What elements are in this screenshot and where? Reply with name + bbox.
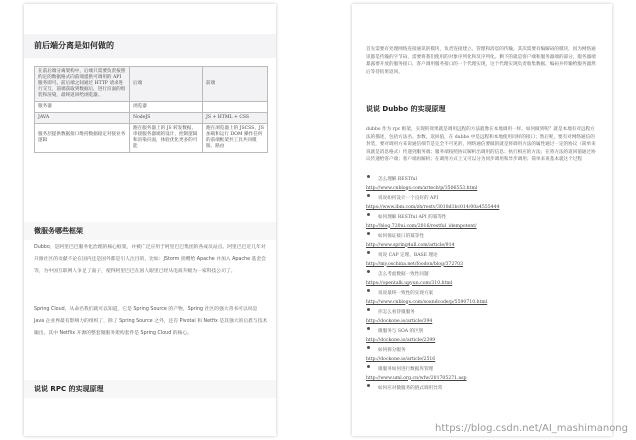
paragraph-dubbo: Dubbo，是阿里巴巴服务化治理的核心框架，并被广泛应用于阿里巴巴集团的各成员站点。阿里巴巴近几年对开源社区的贡献不论在国内还是国外都是引人注目的，比如：JStorm 捐赠给 Apache 并加入 Apache 基金会等，为中国互联网人争足了面子，使得阿里巴巴在国人眼里已经从电商升级为一家科技公司了。: [34, 245, 266, 274]
list-item: [366, 375, 602, 384]
table-row: [35, 67, 268, 102]
bullet-icon: [366, 212, 372, 218]
list-item-link[interactable]: http://www.uml.org.cn/wfw/201705271.asp: [366, 375, 467, 381]
comparison-table: [34, 66, 268, 153]
list-item: [366, 364, 602, 375]
list-item-link[interactable]: http://www.cnblogs.com/artech/p/3506553.html: [366, 185, 478, 191]
table-cell: [203, 102, 268, 113]
list-item-link[interactable]: http://dockone.io/article/2516: [366, 356, 436, 362]
list-item-title: 说说最终一致性的实现方案: [378, 291, 434, 296]
list-item: [366, 383, 602, 394]
watermark: https://blog.csdn.net/AI_mashimanong: [435, 423, 628, 434]
list-item-title: 如何拆分服务: [378, 348, 406, 353]
table-row: [35, 124, 268, 153]
right-page: [352, 4, 612, 436]
list-item: [366, 223, 602, 232]
list-item-title: 说说如何设计一个良好的 API: [378, 196, 439, 201]
table-cell: 服务器: [35, 102, 130, 113]
list-item: [366, 356, 602, 365]
table-cell: 跑在服务器上的 JS 转发数据，串接服务器端的设计，控制逻辑和渲染页面，体验优化更多的可能: [130, 124, 203, 153]
list-item: [366, 345, 602, 356]
list-item: [366, 212, 602, 223]
list-item: [366, 307, 602, 318]
list-item: [366, 299, 602, 308]
section-heading-rpc: 说说 RPC 的实现原理: [24, 380, 276, 398]
table-cell: JAVA: [35, 113, 130, 124]
list-item-title: 怎么考虑数据一致性问题: [378, 272, 429, 277]
list-item: [366, 231, 602, 242]
paragraph-spring-cloud: Spring Cloud，从命名我们就可以知道，它是 Spring Source 的产物，Spring 社区的强大背书可以说是 Java 企业界最有影响力的组织了，除了 Spring Source 之外，还有 Pivotal 和 Netfix 是其强大的后盾与技术输出。其中 Netflix 开源的整套微服务架构套件是 Spring Cloud 的核心。: [34, 307, 268, 336]
list-item-title: 怎么理解 RESTful: [378, 177, 417, 182]
section-heading-dubbo: 说说 Dubbo 的实现原理: [366, 105, 446, 113]
list-item: [366, 337, 602, 346]
bullet-icon: [366, 326, 372, 332]
section-heading-microservice: 微服务哪些框架: [24, 222, 276, 240]
page-title: 前后端分离是如何做的: [24, 34, 276, 58]
paragraph-dubbo-principle: dubbo 作为 rpc 框架，实现的效果就是调用远程的方法就像在本地调用一样。如何做到呢？就是本地有对远程方法的描述，包括方法名、参数、返回值，在 dubbo 中是远程和本地使用同样的接口；然后呢，要有对网络通信的封装，要对调用方来说通信细节是完全不可见的，网络通信要做的就是将调用方法的属性通过一定的协议（简单来说就是消息格式）传递到服务端；服务端按照协议解析出调用的信息；执行相应的方法；在将方法的返回值通过协议传递给客户端；客户端再解析；在调用方式上又可以分为同步调用和异步调用；简单来说基本就这个过程: [366, 127, 596, 162]
bullet-icon: [366, 288, 372, 294]
list-item: [366, 242, 602, 251]
list-item-link[interactable]: http://dockone.io/article/2399: [366, 337, 436, 343]
bullet-icon: [366, 364, 372, 370]
list-item-link[interactable]: http://www.spring4all.com/article/914: [366, 242, 455, 248]
bullet-icon: [366, 231, 372, 237]
table-cell: 跑在浏览器上的 JSCSS、JS 加载和运行 DOM 操作任何的前端框架共工具共同模版、路由: [203, 124, 268, 153]
table-cell: 后端: [130, 67, 203, 102]
list-item: [366, 288, 602, 299]
list-item: [366, 269, 602, 280]
list-item: [366, 185, 602, 194]
list-item-link[interactable]: https://www.ibm.com/zh/restv/3018d1bc014/00a4555444: [366, 204, 500, 210]
list-item: [366, 261, 602, 270]
table-row: [35, 113, 268, 124]
table-cell: 服务层提供数据接口维持数据稳定对接业务逻辑: [35, 124, 130, 153]
bullet-icon: [366, 307, 372, 313]
list-item-link[interactable]: http://www.cnblogs.com/soundcode/p/5590710.html: [366, 299, 488, 305]
list-item: [366, 326, 602, 337]
list-item: [366, 204, 602, 213]
list-item: [366, 193, 602, 204]
list-item-title: 你怎么看待微服务: [378, 310, 415, 315]
table-cell: JS + HTML + CSS: [203, 113, 268, 124]
list-item: [366, 280, 602, 289]
list-item-title: 如何保证接口的幂等性: [378, 234, 424, 239]
list-item-link[interactable]: https://opentalk.upyun.com/310.html: [366, 280, 453, 286]
bullet-icon: [366, 383, 372, 389]
bullet-icon: [366, 193, 372, 199]
paragraph-rpc-principle: 首先需要有处理网络连接通讯的模块，负责连接建立、管理和消息的传输。其次需要有编解码的模块，因为网络通讯都是传输的字节码，需要将我们使用的对象序列化和反序列化。剩下的就是客户端和服务器端的部分，服务器端暴露要开放的服务接口，客户调用服务接口的一个代理实现，这个代理实现负责收集数据、编码并传输给服务器然后等待结果返回。: [366, 47, 596, 75]
table-row: [35, 102, 268, 113]
table-cell: NodeJS: [130, 113, 203, 124]
left-page: [24, 4, 276, 436]
list-item-title: 如何应对微服务的链式调用异常: [378, 386, 443, 391]
list-item-title: 如何理解 RESTful API 的幂等性: [378, 215, 447, 220]
list-item-title: 说说 CAP 定理、BASE 理论: [378, 253, 438, 258]
table-cell: 前端: [203, 67, 268, 102]
table-cell: 浏览器: [130, 102, 203, 113]
link-list: [366, 174, 602, 394]
bullet-icon: [366, 269, 372, 275]
table-cell: 在前后端分离架构中，后端只需要负责按照约定的数据格式向前端提供可调用的 API 服务即可。前后端之间通过 HTTP 请求进行交互，前端获取到数据后，进行页面的组装和渲染，最终返回给浏览器。: [35, 67, 130, 102]
bullet-icon: [366, 250, 372, 256]
list-item: [366, 318, 602, 327]
list-item-title: 微服务如何进行数据库管理: [378, 367, 434, 372]
list-item-link[interactable]: http://my.oschina.net/foodon/blog/372703: [366, 261, 464, 267]
list-item-link[interactable]: http://dockone.io/article/394: [366, 318, 433, 324]
list-item-title: 微服务与 SOA 的区别: [378, 329, 424, 334]
list-item: [366, 250, 602, 261]
list-item-link[interactable]: http://blog.720ui.com/2016/restful_idempotent/: [366, 223, 477, 229]
bullet-icon: [366, 174, 372, 180]
bullet-icon: [366, 345, 372, 351]
list-item: [366, 174, 602, 185]
